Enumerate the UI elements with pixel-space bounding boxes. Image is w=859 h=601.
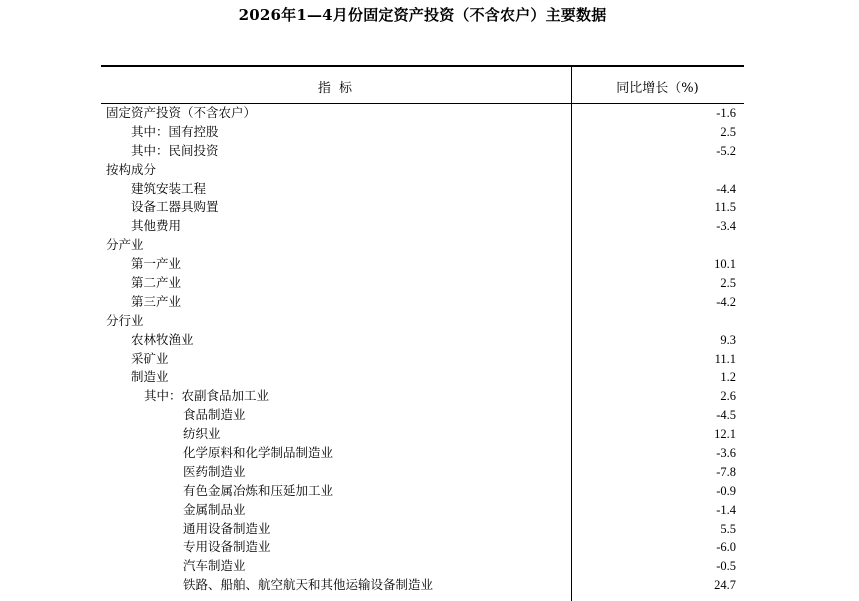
row-value: -1.4 bbox=[716, 502, 736, 517]
row-indicator: 农林牧渔业 bbox=[131, 331, 194, 347]
table-row bbox=[101, 538, 744, 557]
row-value: 9.3 bbox=[720, 332, 736, 347]
row-indicator: 第二产业 bbox=[131, 275, 182, 291]
row-indicator: 有色金属冶炼和压延加工业 bbox=[183, 482, 334, 498]
row-indicator: 化学原料和化学制品制造业 bbox=[183, 445, 334, 461]
table-row bbox=[101, 198, 744, 217]
row-value: -0.9 bbox=[716, 483, 736, 498]
row-indicator: 按构成分 bbox=[106, 161, 157, 177]
row-indicator: 通用设备制造业 bbox=[183, 520, 271, 536]
row-indicator: 分产业 bbox=[106, 237, 144, 253]
table-row bbox=[101, 557, 744, 576]
row-indicator: 分行业 bbox=[106, 312, 144, 328]
table-row bbox=[101, 406, 744, 425]
row-value: 24.7 bbox=[714, 578, 736, 593]
row-value: 11.1 bbox=[714, 351, 736, 366]
table-row bbox=[101, 576, 744, 595]
row-indicator: 医药制造业 bbox=[183, 463, 246, 479]
row-indicator: 制造业 bbox=[131, 369, 169, 385]
row-indicator: 固定资产投资（不含农户） bbox=[106, 105, 257, 120]
row-indicator: 其中：民间投资 bbox=[131, 142, 219, 158]
row-indicator: 其中：国有控股 bbox=[131, 123, 219, 139]
row-value: 12.1 bbox=[714, 427, 736, 442]
row-value: -6.0 bbox=[716, 540, 736, 555]
table-row bbox=[101, 312, 744, 331]
table-row bbox=[101, 368, 744, 387]
table-row bbox=[101, 255, 744, 274]
row-indicator: 金属制品业 bbox=[183, 501, 246, 517]
row-indicator: 其他费用 bbox=[131, 218, 182, 234]
table-row bbox=[101, 236, 744, 255]
row-indicator: 第三产业 bbox=[131, 293, 182, 309]
row-value: 2.6 bbox=[720, 389, 736, 404]
row-value: -4.5 bbox=[716, 408, 736, 423]
row-value: -7.8 bbox=[716, 464, 736, 479]
row-value: 2.5 bbox=[720, 124, 736, 139]
row-value: -0.5 bbox=[716, 559, 736, 574]
row-indicator: 设备工器具购置 bbox=[131, 199, 219, 215]
header-indicator: 指 标 bbox=[317, 81, 355, 96]
row-indicator: 其中：农副食品加工业 bbox=[144, 388, 270, 404]
row-value: -5.2 bbox=[716, 143, 736, 158]
row-value: 11.5 bbox=[714, 200, 736, 215]
row-value: 1.2 bbox=[720, 370, 736, 385]
table-row bbox=[101, 425, 744, 444]
header-yoy: 同比增长（%) bbox=[616, 81, 699, 96]
table-row bbox=[101, 444, 744, 463]
table-row bbox=[101, 463, 744, 482]
row-indicator: 汽车制造业 bbox=[183, 558, 246, 574]
table-row bbox=[101, 180, 744, 199]
table-row bbox=[101, 142, 744, 161]
row-indicator: 第一产业 bbox=[131, 256, 182, 272]
row-value: 10.1 bbox=[714, 257, 736, 272]
row-value: -1.6 bbox=[716, 106, 736, 120]
row-indicator: 铁路、船舶、航空航天和其他运输设备制造业 bbox=[183, 577, 434, 593]
row-value: -3.6 bbox=[716, 446, 736, 461]
data-table bbox=[101, 65, 744, 104]
row-value: 2.5 bbox=[720, 276, 736, 291]
row-value: -4.2 bbox=[716, 294, 736, 309]
table-row bbox=[101, 350, 744, 369]
table-row bbox=[101, 501, 744, 520]
row-value: 5.5 bbox=[720, 521, 736, 536]
row-indicator: 建筑安装工程 bbox=[131, 180, 207, 196]
row-value: -3.4 bbox=[716, 219, 736, 234]
page-title: 2026年1—4月份固定资产投资（不含农户）主要数据 bbox=[238, 6, 607, 24]
table-row bbox=[101, 520, 744, 539]
table-header bbox=[101, 67, 744, 104]
table-row bbox=[101, 104, 744, 123]
table-row bbox=[101, 293, 744, 312]
table-row bbox=[101, 161, 744, 180]
table-row bbox=[101, 274, 744, 293]
table-row bbox=[101, 217, 744, 236]
row-indicator: 专用设备制造业 bbox=[183, 539, 271, 555]
table-row bbox=[101, 387, 744, 406]
row-indicator: 食品制造业 bbox=[183, 407, 246, 423]
row-value: -4.4 bbox=[716, 181, 736, 196]
row-indicator: 纺织业 bbox=[183, 426, 221, 442]
row-indicator: 采矿业 bbox=[131, 350, 169, 366]
table-row bbox=[101, 123, 744, 142]
table-row bbox=[101, 482, 744, 501]
table-body bbox=[101, 104, 744, 595]
table-row bbox=[101, 331, 744, 350]
